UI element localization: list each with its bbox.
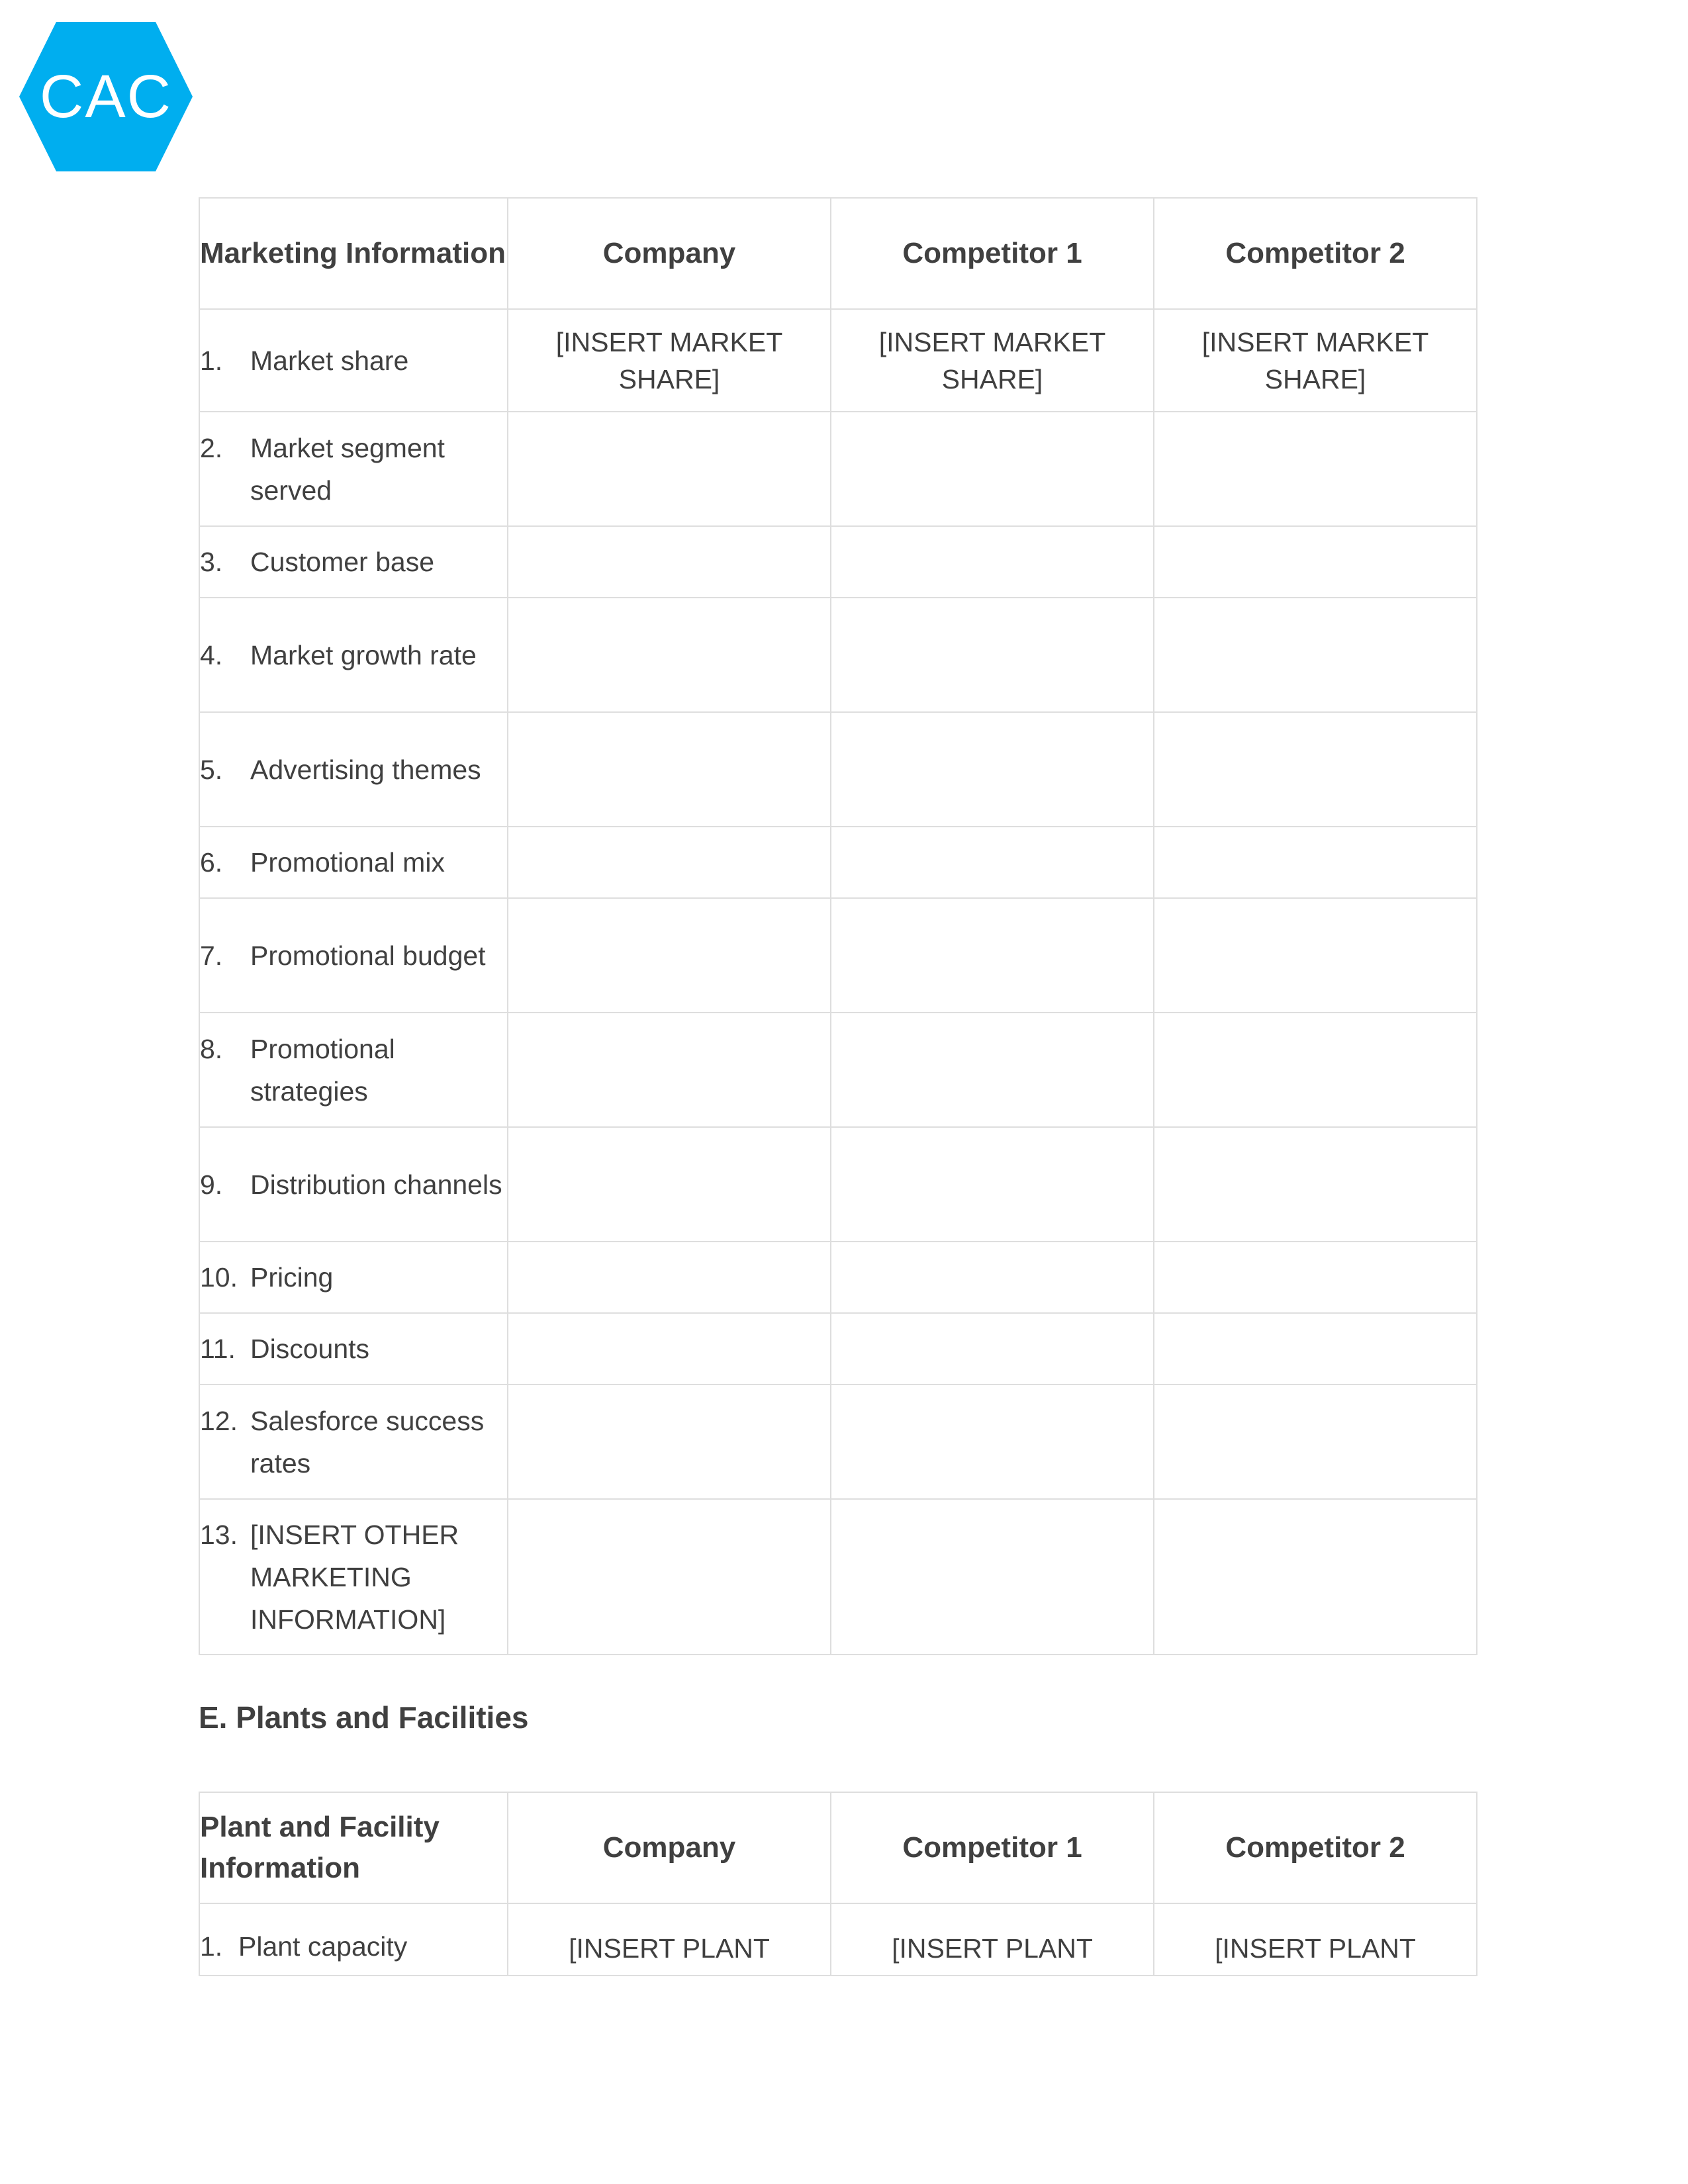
row-label-cell xyxy=(199,526,508,598)
row-label: Promotional strategies xyxy=(250,1033,395,1107)
competitor-2-cell[interactable]: [INSERT MARKET SHARE] xyxy=(1154,309,1477,412)
row-label: Customer base xyxy=(250,547,435,577)
row-number: 4. xyxy=(200,639,223,670)
row-label: Market growth rate xyxy=(250,639,477,670)
row-number: 5. xyxy=(200,754,223,785)
row-label-cell xyxy=(199,309,508,412)
row-number: 13. xyxy=(200,1519,238,1550)
table-header-row xyxy=(199,1792,1477,1903)
row-label-cell xyxy=(199,1385,508,1499)
company-cell[interactable] xyxy=(508,1385,831,1499)
row-label: Market share xyxy=(250,345,409,376)
competitor-1-cell[interactable] xyxy=(831,827,1154,898)
table-row xyxy=(199,1499,1477,1655)
header-competitor-1: Competitor 1 xyxy=(831,1792,1154,1903)
row-number: 2. xyxy=(200,432,223,463)
header-company: Company xyxy=(508,198,831,309)
company-cell[interactable] xyxy=(508,598,831,712)
company-cell[interactable]: [INSERT MARKET SHARE] xyxy=(508,309,831,412)
row-number: 1. xyxy=(200,1931,223,1962)
table-row xyxy=(199,1127,1477,1242)
competitor-2-cell[interactable] xyxy=(1154,1385,1477,1499)
competitor-2-cell[interactable] xyxy=(1154,412,1477,526)
competitor-1-cell[interactable]: [INSERT PLANT xyxy=(831,1903,1154,1976)
competitor-1-cell[interactable] xyxy=(831,598,1154,712)
row-label-cell xyxy=(199,412,508,526)
table-row xyxy=(199,898,1477,1013)
row-number: 7. xyxy=(200,940,223,971)
table-row xyxy=(199,1242,1477,1313)
competitor-1-cell[interactable] xyxy=(831,526,1154,598)
company-cell[interactable] xyxy=(508,412,831,526)
table-row xyxy=(199,827,1477,898)
company-cell[interactable] xyxy=(508,712,831,827)
row-label-cell xyxy=(199,712,508,827)
row-label-cell xyxy=(199,827,508,898)
competitor-1-cell[interactable] xyxy=(831,1127,1154,1242)
row-label-cell xyxy=(199,1903,508,1976)
table-row xyxy=(199,1903,1477,1976)
table-header-row xyxy=(199,198,1477,309)
competitor-1-cell[interactable] xyxy=(831,712,1154,827)
row-label-cell xyxy=(199,1013,508,1127)
row-number: 12. xyxy=(200,1405,238,1436)
company-cell[interactable] xyxy=(508,1013,831,1127)
header-competitor-2: Competitor 2 xyxy=(1154,1792,1477,1903)
competitor-2-cell[interactable] xyxy=(1154,1013,1477,1127)
table-row xyxy=(199,526,1477,598)
header-competitor-1: Competitor 1 xyxy=(831,198,1154,309)
table-row xyxy=(199,1385,1477,1499)
competitor-2-cell[interactable]: [INSERT PLANT xyxy=(1154,1903,1477,1976)
row-number: 6. xyxy=(200,847,223,878)
company-cell[interactable] xyxy=(508,1499,831,1655)
plant-facility-information-table xyxy=(199,1792,1477,1976)
company-cell[interactable] xyxy=(508,1313,831,1385)
table-row xyxy=(199,412,1477,526)
competitor-2-cell[interactable] xyxy=(1154,1242,1477,1313)
competitor-1-cell[interactable] xyxy=(831,1242,1154,1313)
table-row xyxy=(199,1313,1477,1385)
row-label-cell xyxy=(199,1313,508,1385)
row-number: 10. xyxy=(200,1262,238,1293)
header-competitor-2: Competitor 2 xyxy=(1154,198,1477,309)
row-label: Discounts xyxy=(250,1334,370,1364)
competitor-1-cell[interactable] xyxy=(831,1499,1154,1655)
company-cell[interactable] xyxy=(508,898,831,1013)
company-cell[interactable] xyxy=(508,1127,831,1242)
company-cell[interactable] xyxy=(508,827,831,898)
row-label-cell xyxy=(199,898,508,1013)
row-label: Promotional budget xyxy=(250,940,486,971)
table-row xyxy=(199,598,1477,712)
competitor-1-cell[interactable] xyxy=(831,898,1154,1013)
competitor-2-cell[interactable] xyxy=(1154,1127,1477,1242)
table-row xyxy=(199,712,1477,827)
company-cell[interactable] xyxy=(508,1242,831,1313)
row-number: 1. xyxy=(200,345,223,376)
row-label-cell xyxy=(199,1242,508,1313)
logo-text: CAC xyxy=(39,62,173,130)
row-label-cell xyxy=(199,1127,508,1242)
row-label: Salesforce success rates xyxy=(250,1405,485,1479)
section-heading-plants-facilities: E. Plants and Facilities xyxy=(199,1700,529,1735)
competitor-2-cell[interactable] xyxy=(1154,526,1477,598)
competitor-2-cell[interactable] xyxy=(1154,1313,1477,1385)
competitor-1-cell[interactable] xyxy=(831,412,1154,526)
competitor-1-cell[interactable] xyxy=(831,1385,1154,1499)
row-label: Market segment served xyxy=(250,432,445,506)
row-label: Promotional mix xyxy=(250,847,445,878)
competitor-2-cell[interactable] xyxy=(1154,898,1477,1013)
row-label-cell xyxy=(199,598,508,712)
company-cell[interactable] xyxy=(508,526,831,598)
table-row xyxy=(199,1013,1477,1127)
cac-logo xyxy=(19,22,193,171)
header-company: Company xyxy=(508,1792,831,1903)
row-label-cell xyxy=(199,1499,508,1655)
table-row xyxy=(199,309,1477,412)
row-label: Pricing xyxy=(250,1262,334,1293)
competitor-2-cell[interactable] xyxy=(1154,712,1477,827)
row-label: Plant capacity xyxy=(238,1931,408,1962)
header-marketing-information: Marketing Information xyxy=(199,198,508,309)
row-number: 9. xyxy=(200,1169,223,1200)
row-label: Distribution channels xyxy=(250,1169,502,1200)
header-plant-facility-information: Plant and Facility Information xyxy=(199,1792,508,1903)
competitor-1-cell[interactable] xyxy=(831,1013,1154,1127)
row-number: 8. xyxy=(200,1033,223,1064)
competitor-1-cell[interactable] xyxy=(831,1313,1154,1385)
competitor-2-cell[interactable] xyxy=(1154,1499,1477,1655)
marketing-information-table xyxy=(199,197,1477,1655)
competitor-2-cell[interactable] xyxy=(1154,598,1477,712)
competitor-1-cell[interactable]: [INSERT MARKET SHARE] xyxy=(831,309,1154,412)
row-label: [INSERT OTHER MARKETING INFORMATION] xyxy=(250,1519,459,1635)
row-number: 11. xyxy=(200,1334,236,1364)
company-cell[interactable]: [INSERT PLANT xyxy=(508,1903,831,1976)
row-number: 3. xyxy=(200,547,223,577)
competitor-2-cell[interactable] xyxy=(1154,827,1477,898)
row-label: Advertising themes xyxy=(250,754,481,785)
